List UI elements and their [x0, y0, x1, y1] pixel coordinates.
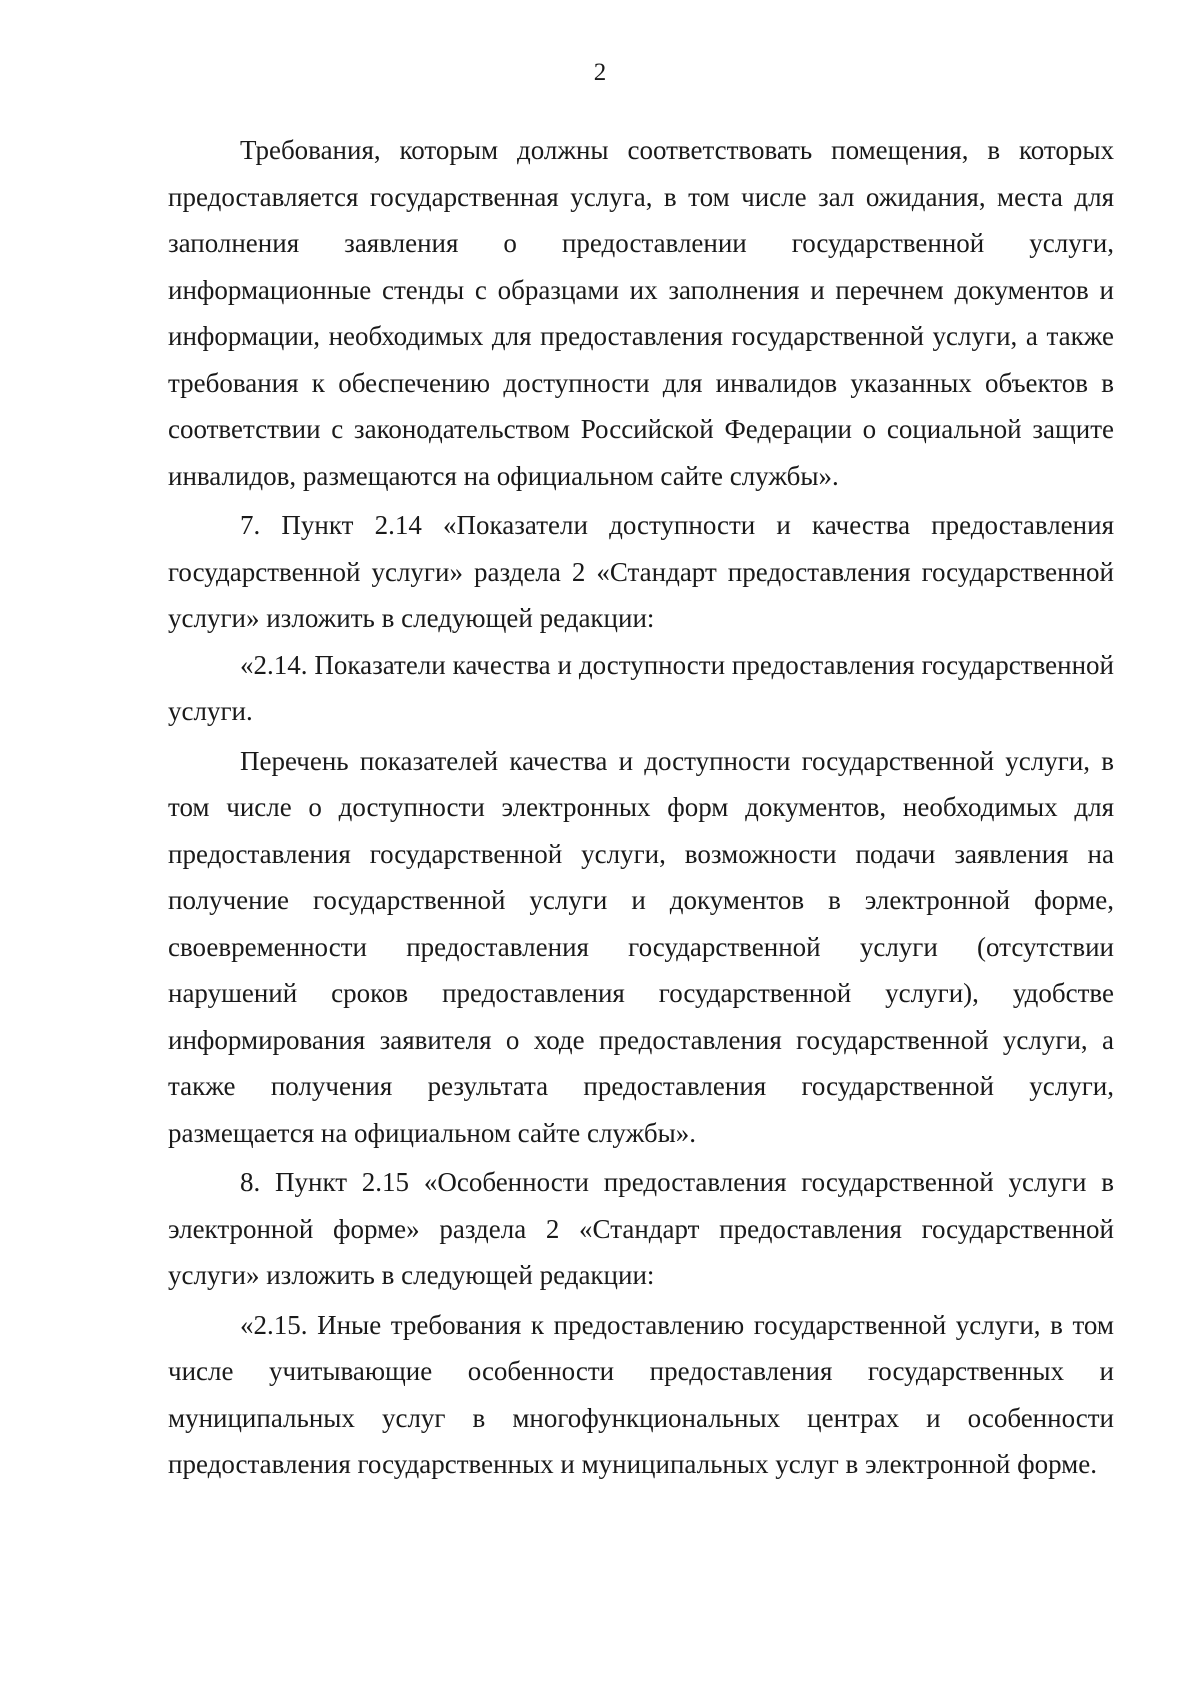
paragraph-section-2-15: «2.15. Иные требования к предоставлению государственной услуги, в том числе учитывающие особенности предоставления государственных и муниципальных услуг в многофункциональных центрах и особенности предоставления государственных и муниципальных услуг в электронной форме. [168, 1309, 1114, 1479]
paragraph-quality-indicators: Перечень показателей качества и доступности государственной услуги, в том числе о доступности электронных форм документов, необходимых для предоставления государственной услуги, возможности подачи заявления на получение государственной услуги и документов в электронной форме, своевременности предоставления государственной услуги (отсутствии нарушений сроков предоставления государственной услуги), удобстве информирования заявителя о ходе предоставления государственной услуги, а также получения результата предоставления государственной услуги, размещается на официальном сайте службы». [168, 745, 1114, 1148]
paragraph-item-8: 8. Пункт 2.15 «Особенности предоставления государственной услуги в электронной форме» раздела 2 «Стандарт предоставления государственной услуги» изложить в следующей редакции: [168, 1167, 1114, 1290]
paragraph-item-7: 7. Пункт 2.14 «Показатели доступности и качества предоставления государственной услуги» раздела 2 «Стандарт предоставления государственной услуги» изложить в следующей редакции: [168, 510, 1114, 633]
document-body [168, 127, 1114, 1488]
paragraph-premises-requirements: Требования, которым должны соответствовать помещения, в которых предоставляется государственная услуга, в том числе зал ожидания, места для заполнения заявления о предоставлении государственной услуги, информационные стенды с образцами их заполнения и перечнем документов и информации, необходимых для предоставления государственной услуги, а также требования к обеспечению доступности для инвалидов указанных объектов в соответствии с законодательством Российской Федерации о социальной защите инвалидов, размещаются на официальном сайте службы». [168, 135, 1114, 491]
paragraph-section-2-14-title: «2.14. Показатели качества и доступности предоставления государственной услуги. [168, 649, 1114, 726]
page-number: 2 [593, 59, 607, 86]
